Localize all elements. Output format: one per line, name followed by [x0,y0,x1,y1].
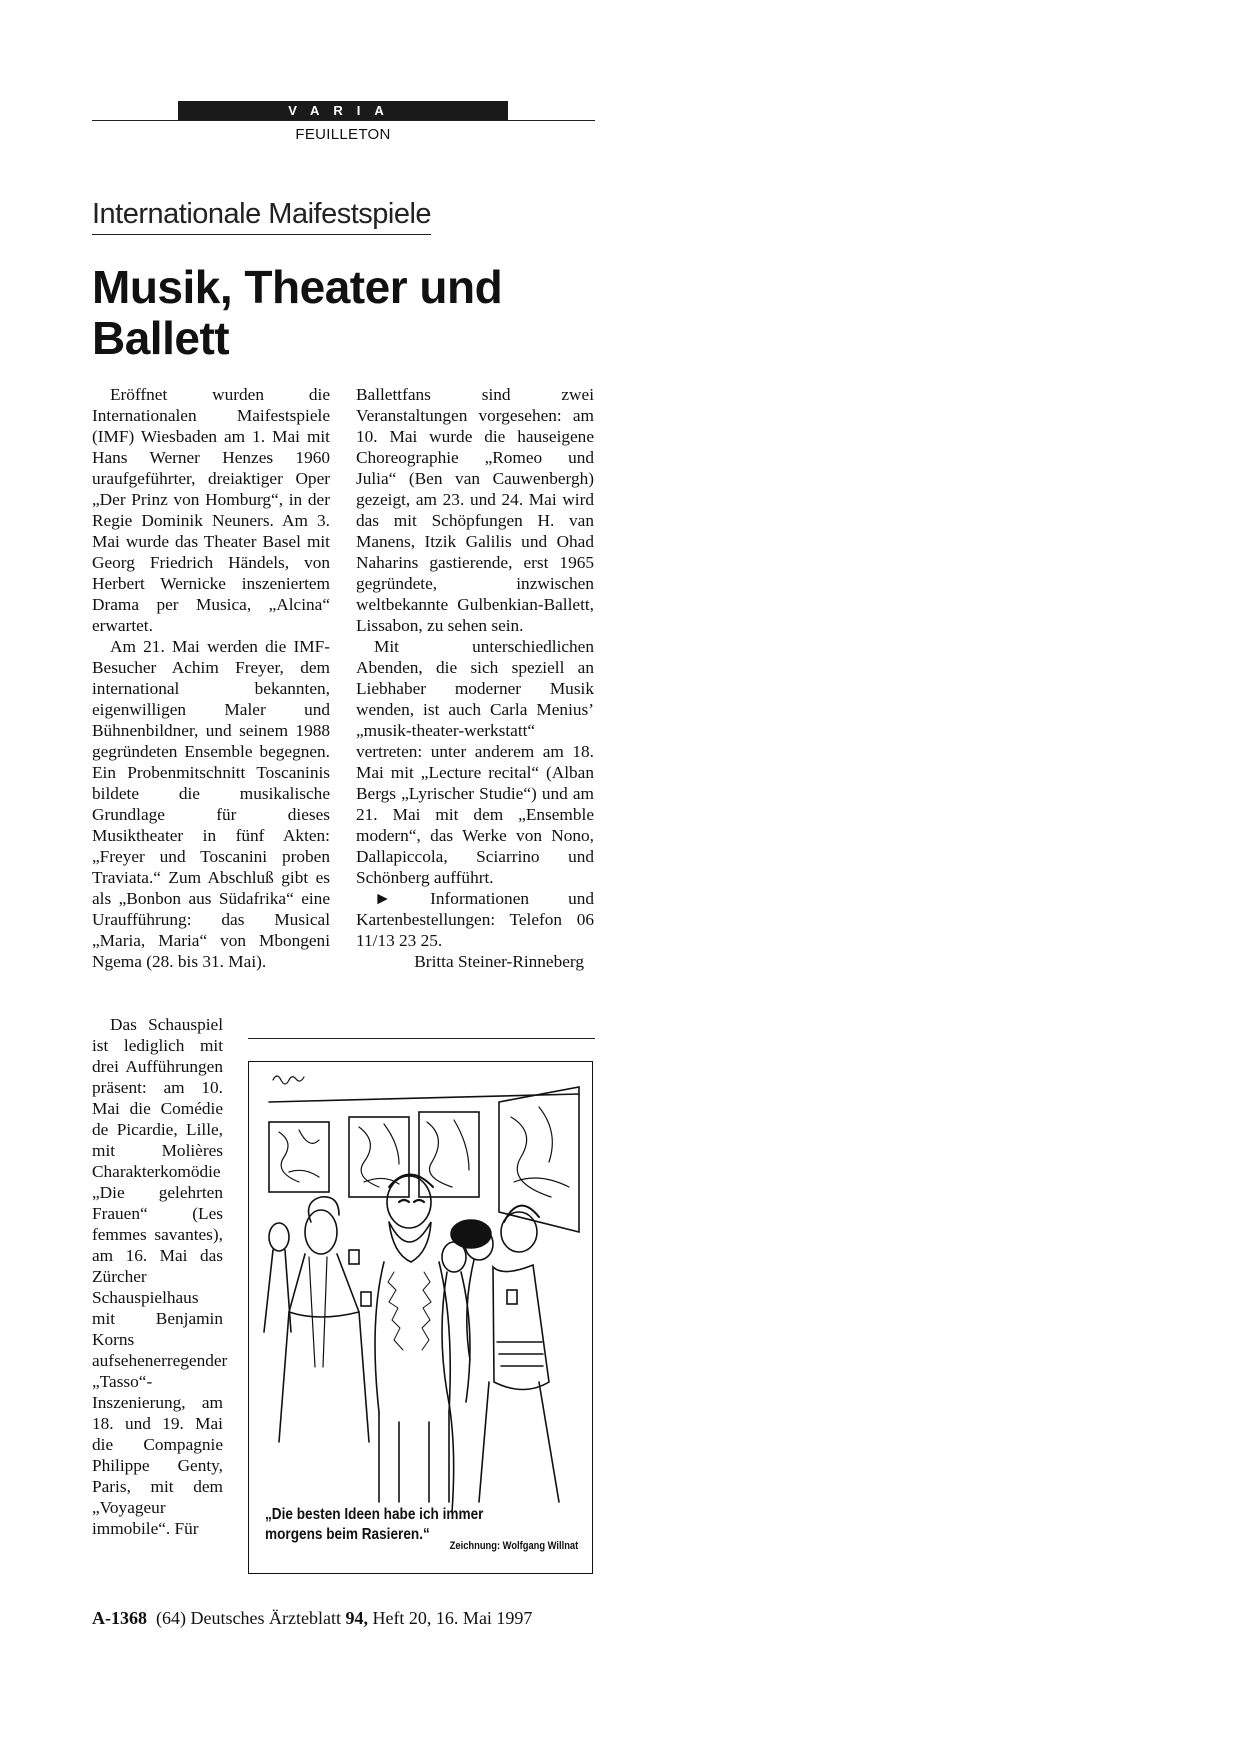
header-rule [92,120,595,121]
author-signature: Britta Steiner-Rinneberg [414,952,584,971]
article-headline [92,262,612,364]
paragraph: Am 21. Mai werden die IMF-Besucher Achim Freyer, dem international bekannten, eigenwilligen Maler und Bühnenbildner, und seinem 1988 gegründeten Ensemble begegnen. Ein Probenmitschnitt Toscaninis bildete die musikalische Grundlage für dieses Musiktheater in fünf Akten: „Freyer und Toscanini proben Traviata.“ Zum Abschluß gibt es als „Bonbon aus Südafrika“ eine Uraufführung: das Musical „Maria, Maria“ von Mbongeni Ngema (28. bis 31. Mai). [92,637,330,971]
paragraph: Ballettfans sind zwei Veranstaltungen vorgesehen: am 10. Mai wurde die hauseigene Choreographie „Romeo und Julia“ (Ben van Cauwenbergh) gezeigt, am 23. und 24. Mai wird das mit Schöpfungen H. van Manens, Itzik Galilis und Ohad Naharins gastierende, erst 1965 gegründete, inzwischen weltbekannte Gulbenkian-Ballett, Lissabon, zu sehen sein. [356,385,594,635]
page-footer [92,1608,532,1629]
article-kicker: Internationale Maifestspiele [92,198,431,235]
article-column-1-continued [92,1014,228,1539]
subsection-label: FEUILLETON [295,126,391,143]
cartoon-rule [248,1038,595,1039]
cartoon-figure [248,1061,593,1574]
paragraph: Eröffnet wurden die Internationalen Maifestspiele (IMF) Wiesbaden am 1. Mai mit Hans Werner Henzes 1960 uraufgeführter, dreiaktiger Oper „Der Prinz von Homburg“, in der Regie Dominik Neuners. Am 3. Mai wurde das Theater Basel mit Georg Friedrich Händels, von Herbert Wernicke inszeniertem Drama per Musica, „Alcina“ erwartet. [92,385,330,635]
headline-line-1: Musik, Theater und [92,261,503,313]
paragraph: Mit unterschiedlichen Abenden, die sich speziell an Liebhaber moderner Musik wenden, ist auch Carla Menius’ „musik-theater-werkstatt“ vertreten: unter anderem am 18. Mai mit „Lecture recital“ (Alban Bergs „Lyrischer Studie“) und am 21. Mai mit dem „Ensemble modern“, das Werke von Nono, Dallapiccola, Sciarrino und Schönberg aufführt. [356,637,594,887]
article-column-1 [92,384,330,972]
paragraph: Das Schauspiel ist lediglich mit drei Aufführungen präsent: am 10. Mai die Comédie de Picardie, Lille, mit Molières Charakterkomödie „Die gelehrten Frauen“ (Les femmes savantes), am 16. Mai das Zürcher Schauspielhaus mit Benjamin Korns aufsehenerregender „Tasso“-Inszenierung, am 18. und 19. Mai die Compagnie Philippe Genty, Paris, mit dem „Voyageur immobile“. Für [92,1015,228,1538]
journal-volume: 94, [345,1608,368,1628]
article-column-2 [356,384,594,972]
journal-issue: Heft 20, 16. Mai 1997 [372,1608,533,1628]
headline-line-2: Ballett [92,312,230,364]
cartoon-caption: „Die besten Ideen habe ich immer morgens beim Rasieren.“ [265,1506,484,1543]
page-code: A-1368 [92,1608,147,1628]
cartoon-drawing [249,1062,591,1572]
info-paragraph: ► Informationen und Kartenbestellungen: Telefon 06 11/13 23 25. [356,889,594,950]
section-label: VARIA [178,101,508,120]
journal-name: Deutsches Ärzteblatt [190,1608,341,1628]
cartoon-credit: Zeichnung: Wolfgang Willnat [449,1540,578,1552]
page-number: (64) [156,1608,186,1628]
